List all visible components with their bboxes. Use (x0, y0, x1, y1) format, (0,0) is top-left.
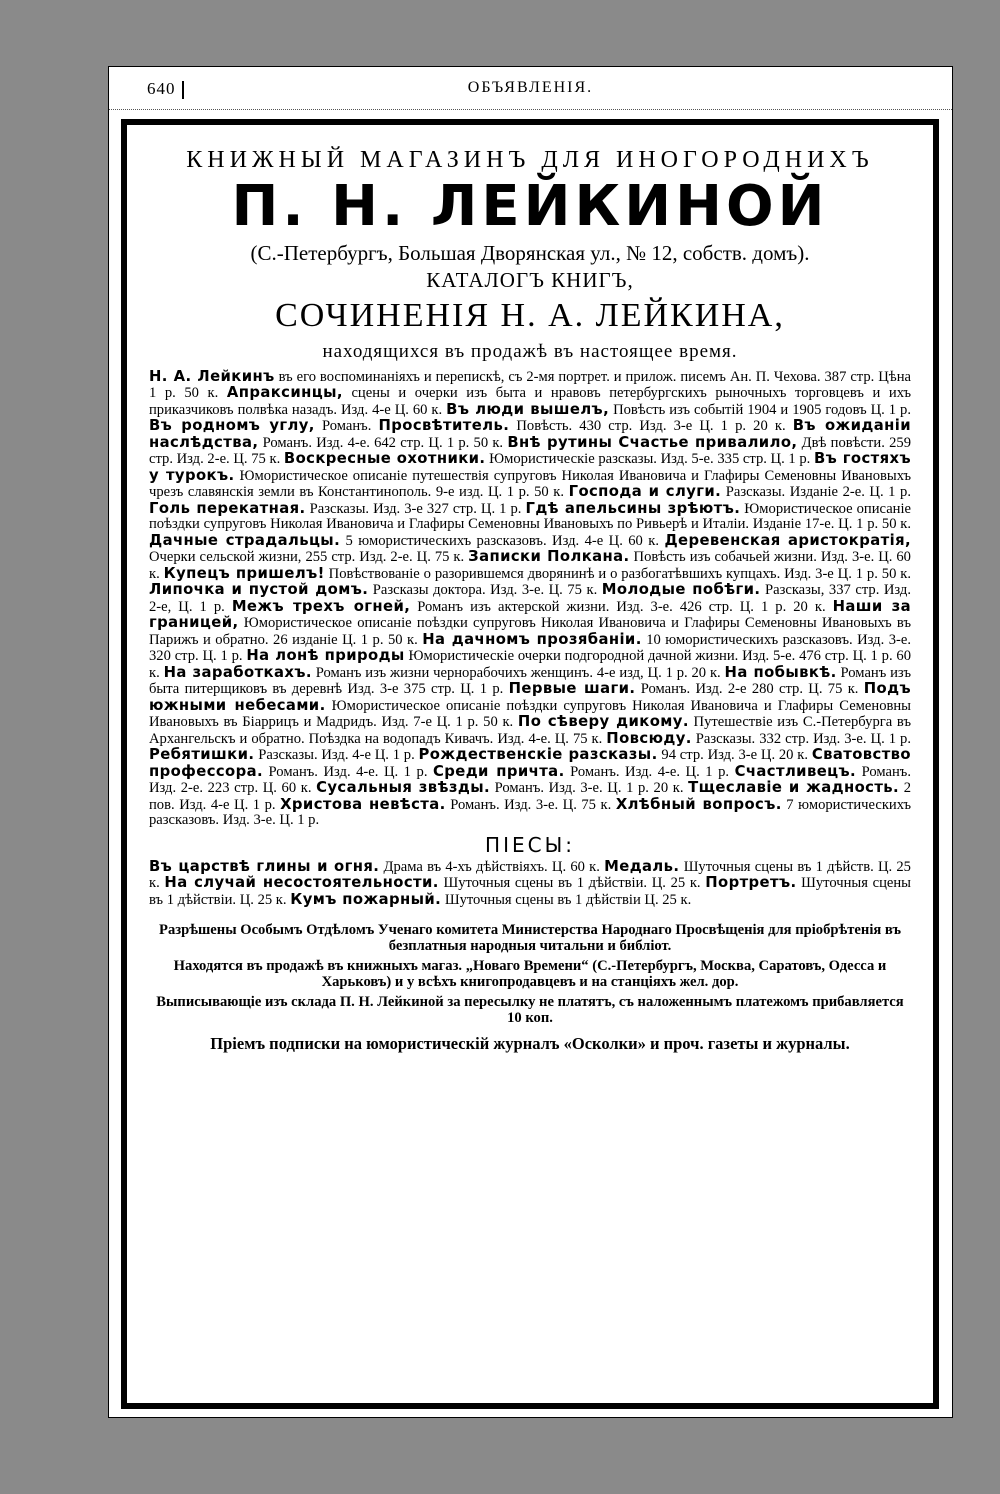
book-entry-title: Счастливецъ. (734, 762, 857, 780)
book-entry-description: Романъ. Изд. 2-е 280 стр. Ц. 75 к. (635, 681, 864, 698)
works-title: СОЧИНЕНІЯ Н. А. ЛЕЙКИНА, (275, 296, 785, 334)
availability-note: находящихся въ продажѣ въ настоящее время. (322, 340, 738, 362)
book-entry-title: Межъ трехъ огней, (231, 597, 411, 615)
book-entry-description: Романъ. Изд. 4-е. Ц. 1 р. (564, 763, 735, 780)
book-entry-description: Романъ. Изд. 4-е. 642 стр. Ц. 1 р. 50 к. (258, 434, 508, 451)
book-entry-title: По сѣверу дикому. (517, 713, 689, 731)
book-entry-description: Юмористическое описаніе поѣздки супруговъ Николая Ивановича и Глафиры Семеновны Ивановыхъ въ Парижъ и обратно. 26 изданіе Ц. 1 р. 50 к. (149, 615, 911, 648)
book-entry-description: Юмористическое описаніе поѣздки супруговъ Николая Ивановича и Глафиры Семеновны Ивановыхъ по Ривьерѣ и Италіи. Изданіе 17-е. Ц. 1 р. 50 к. (149, 500, 912, 533)
book-entry-title: Господа и слуги. (568, 483, 722, 501)
book-entry-description: Романъ. Изд. 3-е. Ц. 75 к. (445, 796, 616, 813)
shop-address: (С.-Петербургъ, Большая Дворянская ул., № 12, собств. домъ). (250, 240, 810, 265)
book-entry-description: Очерки сельской жизни, 255 стр. Изд. 2-е. Ц. 75 к. (149, 549, 469, 566)
book-entry-title: Подъ южными небесами. (149, 680, 911, 714)
book-entry-description: Разсказы. Изданіе 2-е. Ц. 1 р. (721, 484, 911, 501)
book-entry-title: Въ родномъ углу, (149, 417, 315, 435)
book-entry-description: Романъ изъ актерской жизни. Изд. 3-е. 426 стр. Ц. 1 р. 20 к. (410, 598, 833, 615)
book-entry-title: Въ ожиданіи наслѣдства, (149, 417, 912, 451)
book-entry-title: Апраксинцы, (226, 384, 343, 402)
book-entry-title: Въ люди вышелъ, (446, 400, 610, 418)
book-entry-title: На заработкахъ. (163, 663, 312, 681)
play-entry-description: Шуточныя сцены въ 1 дѣйств. Ц. 25 к. (149, 858, 911, 892)
book-entry-title: Молодые побѣги. (601, 581, 761, 599)
book-entry-title: Сватовство профессора. (149, 746, 912, 780)
book-entry-description: Разсказы. Изд. 3-е 327 стр. Ц. 1 р. (305, 500, 526, 517)
book-entry-title: Повсюду. (606, 729, 692, 747)
book-entry-description: 94 стр. Изд. 3-е Ц. 20 к. (657, 747, 812, 764)
approval-note: Разрѣшены Особымъ Отдѣломъ Ученаго комитета Министерства Народнаго Просвѣщенія для пріобрѣтенія въ безплатныя народныя читальни и библіот. (159, 922, 901, 955)
book-entry-description: 2 пов. Изд. 4-е Ц. 1 р. (149, 780, 911, 813)
book-entry-title: На лонѣ природы (246, 647, 405, 665)
book-entry-title: Внѣ рутины Счастье привалило, (507, 433, 798, 451)
book-entry-title: На дачномъ прозябаніи. (422, 630, 642, 648)
book-entry-description: Разсказы доктора. Изд. 3-е. Ц. 75 к. (368, 582, 602, 599)
book-entry-description: Разсказы. Изд. 4-е Ц. 1 р. (254, 747, 419, 764)
play-entry-description: Шуточныя сцены въ 1 дѣйствіи. Ц. 25 к. (438, 875, 706, 892)
subscription-note: Пріемъ подписки на юмористическій журналъ «Осколки» и проч. газеты и журналы. (210, 1034, 850, 1054)
book-entry-description: Романъ. Изд. 3-е. Ц. 1 р. 20 к. (490, 780, 689, 797)
book-entry-title: Записки Полкана. (468, 548, 630, 566)
book-entry-description: въ его воспоминаніяхъ и перепискѣ, съ 2-мя портрет. и прилож. писемъ Ан. П. Чехова. 387 стр. Цѣна 1 р. 50 к. (149, 368, 911, 402)
plays-list (149, 859, 911, 909)
catalog-title: КАТАЛОГЪ КНИГЪ, (426, 267, 634, 292)
stores-note: Находятся въ продажѣ въ книжныхъ магаз. „Новаго Времени“ (С.-Петербургъ, Москва, Саратовъ, Одесса и Харьковъ) и у всѣхъ книгопродавцевъ и на станціяхъ жел. дор. (173, 958, 887, 991)
book-entry-description: Повѣсть. 430 стр. Изд. 3-е Ц. 1 р. 20 к. (509, 418, 793, 435)
advertisement-frame (121, 119, 939, 1409)
book-entry-title: Первые шаги. (508, 680, 636, 698)
book-entry-title: Христова невѣста. (280, 795, 446, 813)
running-head: ОБЪЯВЛЕНІЯ. (467, 79, 594, 96)
book-entry-description: Путешествіе изъ С.-Петербурга въ Архангельскъ и обратно. Поѣздка на водопадъ Кивачъ. Изд. 4-е. Ц. 75 к. (149, 714, 911, 747)
book-entry-title: Хлѣбный вопросъ. (615, 795, 782, 813)
play-entry-title: Портретъ. (705, 874, 797, 892)
play-entry-title: Въ царствѣ глины и огня. (149, 857, 380, 875)
play-entry-title: Медаль. (604, 857, 680, 875)
play-entry-description: Шуточныя сцены въ 1 дѣйствіи Ц. 25 к. (441, 891, 692, 908)
book-entry-description: Романъ изъ быта питерщиковъ въ деревнѣ Изд. 3-е 375 стр. Ц. 1 р. (149, 664, 911, 698)
book-entry-description: Повѣсть изъ событій 1904 и 1905 годовъ Ц. 1 р. (609, 401, 911, 418)
book-entry-description: Романъ. (314, 418, 379, 435)
book-entry-description: 5 юмористическихъ разсказовъ. Изд. 4-е Ц. 60 к. (340, 532, 665, 549)
owner-name: П. Н. ЛЕЙКИНОЙ (231, 174, 829, 239)
book-entry-title: Просвѣтитель. (378, 417, 510, 435)
play-entry-title: Кумъ пожарный. (290, 890, 442, 908)
book-entry-title: Купецъ пришелъ! (163, 564, 325, 582)
catalog-list (149, 369, 911, 829)
book-entry-title: Наши за границей, (149, 597, 911, 632)
book-entry-title: Среди причта. (433, 762, 565, 780)
play-entry-description: Драма въ 4-хъ дѣйствіяхъ. Ц. 60 к. (379, 858, 605, 875)
book-entry-description: Романъ изъ жизни чернорабочихъ женщинъ. 4-е изд, Ц. 1 р. 20 к. (311, 664, 725, 681)
book-entry-description: Повѣствованіе о разорившемся дворянинѣ и о разбогатѣвшихъ купцахъ. Изд. 3-е Ц. 1 р. 50 к. (324, 565, 911, 582)
plays-heading: ПІЕСЫ: (485, 832, 575, 857)
play-entry-title: На случай несостоятельности. (164, 874, 439, 892)
book-entry-title: Воскресные охотники. (283, 450, 486, 468)
book-entry-description: Юмористическіе разсказы. Изд. 5-е. 335 стр. Ц. 1 р. (485, 451, 814, 468)
book-entry-description: сцены и очерки изъ быта и нравовъ петербургскихъ рыночныхъ торговцевъ и ихъ приказчиковъ полвѣка назадъ. Изд. 4-е Ц. 60 к. (149, 385, 912, 418)
book-entry-description: Романъ. Изд. 2-е. 223 стр. Ц. 60 к. (149, 763, 911, 797)
book-entry-title: Рождественскіе разсказы. (418, 746, 658, 764)
book-entry-title: Ребятишки. (149, 746, 255, 764)
shop-line: КНИЖНЫЙ МАГАЗИНЪ ДЛЯ ИНОГОРОДНИХЪ (186, 147, 874, 173)
book-entry-title: Н. А. Лейкинъ (149, 367, 275, 385)
book-entry-description: Двѣ повѣсти. 259 стр. Изд. 2-е. Ц. 75 к. (149, 434, 911, 468)
book-entry-title: Сусальныя звѣзды. (316, 779, 491, 797)
book-entry-title: На побывкѣ. (724, 663, 837, 681)
book-entry-description: Юмористическіе очерки подгородной дачной жизни. Изд. 5-е. 476 стр. Ц. 1 р. 60 к. (149, 648, 911, 681)
book-entry-description: Романъ. Изд. 4-е. Ц. 1 р. (263, 763, 434, 780)
page-header (109, 67, 952, 110)
book-entry-title: Голь перекатная. (149, 499, 306, 517)
book-entry-description: Юмористическое описаніе поѣздки супруговъ Николая Ивановича и Глафиры Семеновны Ивановыхъ въ Біаррицъ и Мадридъ. Изд. 7-е Ц. 1 р. 50 к. (149, 697, 911, 731)
book-entry-description: 7 юмористическихъ разсказовъ. Изд. 3-е. Ц. 1 р. (149, 796, 912, 829)
book-entry-title: Тщеславіе и жадность. (688, 779, 900, 797)
book-entry-title: Деревенская аристократія, (664, 531, 911, 549)
book-entry-title: Липочка и пустой домъ. (149, 581, 369, 599)
book-entry-description: Разсказы. 332 стр. Изд. 3-е. Ц. 1 р. (691, 730, 911, 747)
book-entry-description: Повѣсть изъ собачьей жизни. Изд. 3-е. Ц. 60 к. (149, 549, 911, 582)
book-entry-description: Юмористическое описаніе путешествія супруговъ Николая Ивановича и Глафиры Семеновны Ивановыхъ чрезъ славянскія земли въ Константинополь. 9-е изд. Ц. 1 р. 50 к. (149, 467, 911, 501)
book-entry-title: Гдѣ апельсины зрѣютъ. (525, 499, 741, 517)
play-entry-description: Шуточныя сцены въ 1 дѣйствіи. Ц. 25 к. (149, 875, 911, 908)
book-entry-description: 10 юмористическихъ разсказовъ. Изд. 3-е. 320 стр. Ц. 1 р. (149, 631, 911, 665)
shipping-note: Выписывающіе изъ склада П. Н. Лейкиной за пересылку не платятъ, съ наложеннымъ платежомъ прибавляется 10 коп. (156, 994, 904, 1027)
document-page (108, 66, 953, 1418)
book-entry-description: Разсказы, 337 стр. Изд. 2-е, Ц. 1 р. (149, 582, 911, 615)
book-entry-title: Дачные страдальцы. (149, 531, 341, 549)
page-number: 640 (147, 79, 176, 98)
book-entry-title: Въ гостяхъ у турокъ. (149, 450, 911, 484)
